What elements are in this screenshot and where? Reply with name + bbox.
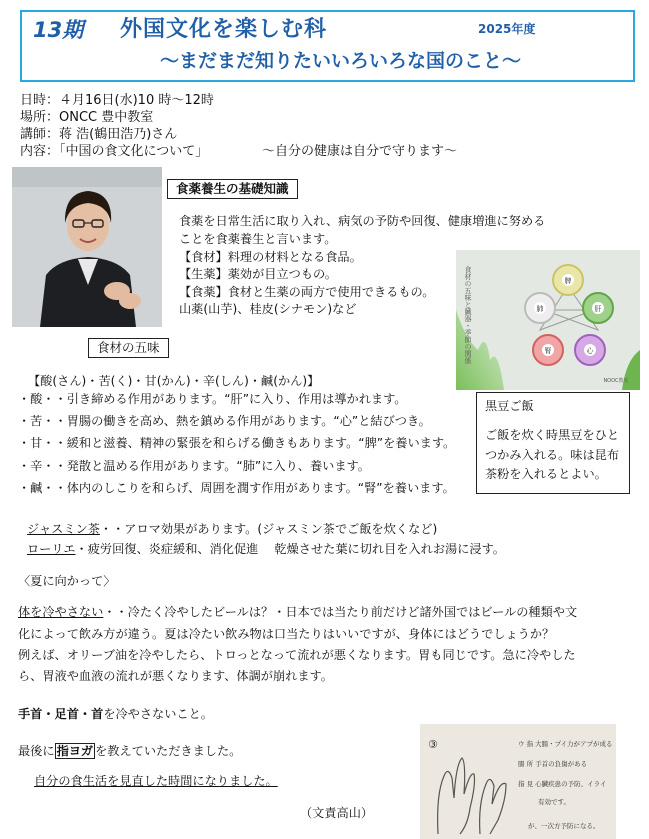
yoga-after: を教えていただきました。 <box>95 744 242 758</box>
summer-lead: 体を冷やさない <box>18 605 104 619</box>
basics-line: 山薬(山芋)、桂皮(シナモン)など <box>179 302 357 316</box>
handout-line: ウ 指 大腸・プイ力がアプが成る <box>518 740 613 748</box>
summer-heading: 〈夏に向かって〉 <box>18 574 116 588</box>
five-tastes-label: 食材の五味 <box>88 338 169 358</box>
laurel-name: ローリエ <box>27 542 76 556</box>
handout-line: 有効です。 <box>538 798 570 806</box>
summer-line: 例えば、オリーブ油を冷やしたら、トロっとなって流れが悪くなります。胃も同じです。急に冷やした <box>18 648 576 662</box>
summer-line: 化によって飲み方が違う。夏は冷たい飲み物は口当たりはいいですが、身体にはどうでしょうか？ <box>18 627 555 641</box>
handout-line: 指 見 心臓疾患の予防、イライ <box>518 780 607 788</box>
lecturer-photo <box>12 167 162 327</box>
yoga-line <box>18 744 241 759</box>
black-bean-title: 黒豆ご飯 <box>485 399 534 413</box>
header-year: 2025年度 <box>478 22 536 36</box>
jasmine-line <box>27 522 437 537</box>
five-tastes-heading: 【酸(さん)・苦(く)・甘(かん)・辛(しん)・鹹(かん)】 <box>28 374 320 388</box>
header-subtitle: ～まだまだ知りたいいろいろな国のこと～ <box>160 50 522 72</box>
slide-bottom-left: 腎 <box>544 347 552 355</box>
basics-heading: 食薬養生の基礎知識 <box>167 179 298 199</box>
info-place: 場所：ONCC 豊中教室 <box>20 110 154 125</box>
jasmine-name: ジャスミン茶 <box>27 522 100 536</box>
slide-right: 肝 <box>594 305 602 313</box>
yoga-boxed: 指ヨガ <box>56 744 94 758</box>
basics-line: 食薬を日常生活に取り入れ、病気の予防や回復、健康増進に努める <box>179 214 546 228</box>
jasmine-text: ・・アロマ効果があります。(ジャスミン茶でご飯を炊くなど) <box>99 522 438 536</box>
finger-yoga-handout-photo <box>420 724 616 839</box>
reflection-line: 自分の食生活を見直した時間になりました。 <box>34 774 278 788</box>
black-bean-line: つかみ入れる。味は昆布 <box>485 447 620 462</box>
laurel-text: ・疲労回復、炎症緩和、消化促進 乾燥させた葉に切れ目を入れお湯に浸す。 <box>75 542 505 556</box>
black-bean-box <box>476 392 630 494</box>
slide-left: 肺 <box>536 305 544 313</box>
yoga-before: 最後に <box>18 744 55 758</box>
taste-line: ・辛・・発散と温める作用があります。“肺”に入り、養います。 <box>18 459 370 473</box>
five-elements-slide-photo <box>456 250 640 390</box>
slide-center: 脾 <box>564 277 572 285</box>
summer-line-1-rest: ・・冷たく冷やしたビールは？・日本では当たり前だけど諸外国ではビールの種類や文 <box>103 605 578 619</box>
handout-line: が、一次方予防になる。 <box>528 822 600 830</box>
laurel-line <box>27 542 505 557</box>
basics-line: 【食薬】食材と生薬の両方で使用できるもの。 <box>179 285 435 299</box>
header-title: 外国文化を楽しむ科 <box>120 17 328 42</box>
basics-line: 【食材】料理の材料となる食品。 <box>179 250 362 264</box>
black-bean-line: ご飯を炊く時黒豆をひと <box>485 428 620 443</box>
author-credit: （文責高山） <box>300 806 374 820</box>
taste-line: ・鹹・・体内のしこりを和らげ、周囲を潤す作用があります。“腎”を養います。 <box>18 481 455 495</box>
neck-bold: 手首・足首・首 <box>18 707 104 721</box>
info-lecturer: 講師：蒋 浩(鶴田浩乃)さん <box>20 127 178 142</box>
neck-rest: を冷やさないこと。 <box>103 707 213 721</box>
info-content-title: 内容：「中国の食文化について」 <box>20 144 209 159</box>
slide-vertical-title: 食材の五味と臓器・季節の関係 <box>464 266 472 364</box>
header-term: 13期 <box>33 18 84 42</box>
taste-line: ・苦・・胃腸の働きを高め、熱を鎮める作用があります。“心”と結びつき。 <box>18 414 431 428</box>
neck-line <box>18 707 213 722</box>
summer-line: ら、胃液や血液の流れが悪くなります、体調が崩れます。 <box>18 669 333 683</box>
slide-credit: NOOC教室 <box>603 378 629 384</box>
black-bean-line: 茶粉を入れるとよい。 <box>485 467 607 482</box>
summer-line-1 <box>18 605 577 620</box>
basics-line: 【生薬】薬効が目立つもの。 <box>179 267 337 281</box>
handout-number: ③ <box>428 738 438 751</box>
info-date: 日時：４月16日(水)10 時～12時 <box>20 93 214 108</box>
handout-line: 腸 所 手首の負傷がある <box>518 760 588 768</box>
taste-line: ・甘・・緩和と滋養、精神の緊張を和らげる働きもあります。“脾”を養います。 <box>18 436 456 450</box>
taste-line: ・酸・・引き締める作用があります。“肝”に入り、作用は導かれます。 <box>18 392 407 406</box>
basics-line: ことを食薬養生と言います。 <box>179 232 337 246</box>
slide-bottom-right: 心 <box>586 347 594 355</box>
info-content-sub: ～自分の健康は自分で守ります～ <box>262 144 458 159</box>
